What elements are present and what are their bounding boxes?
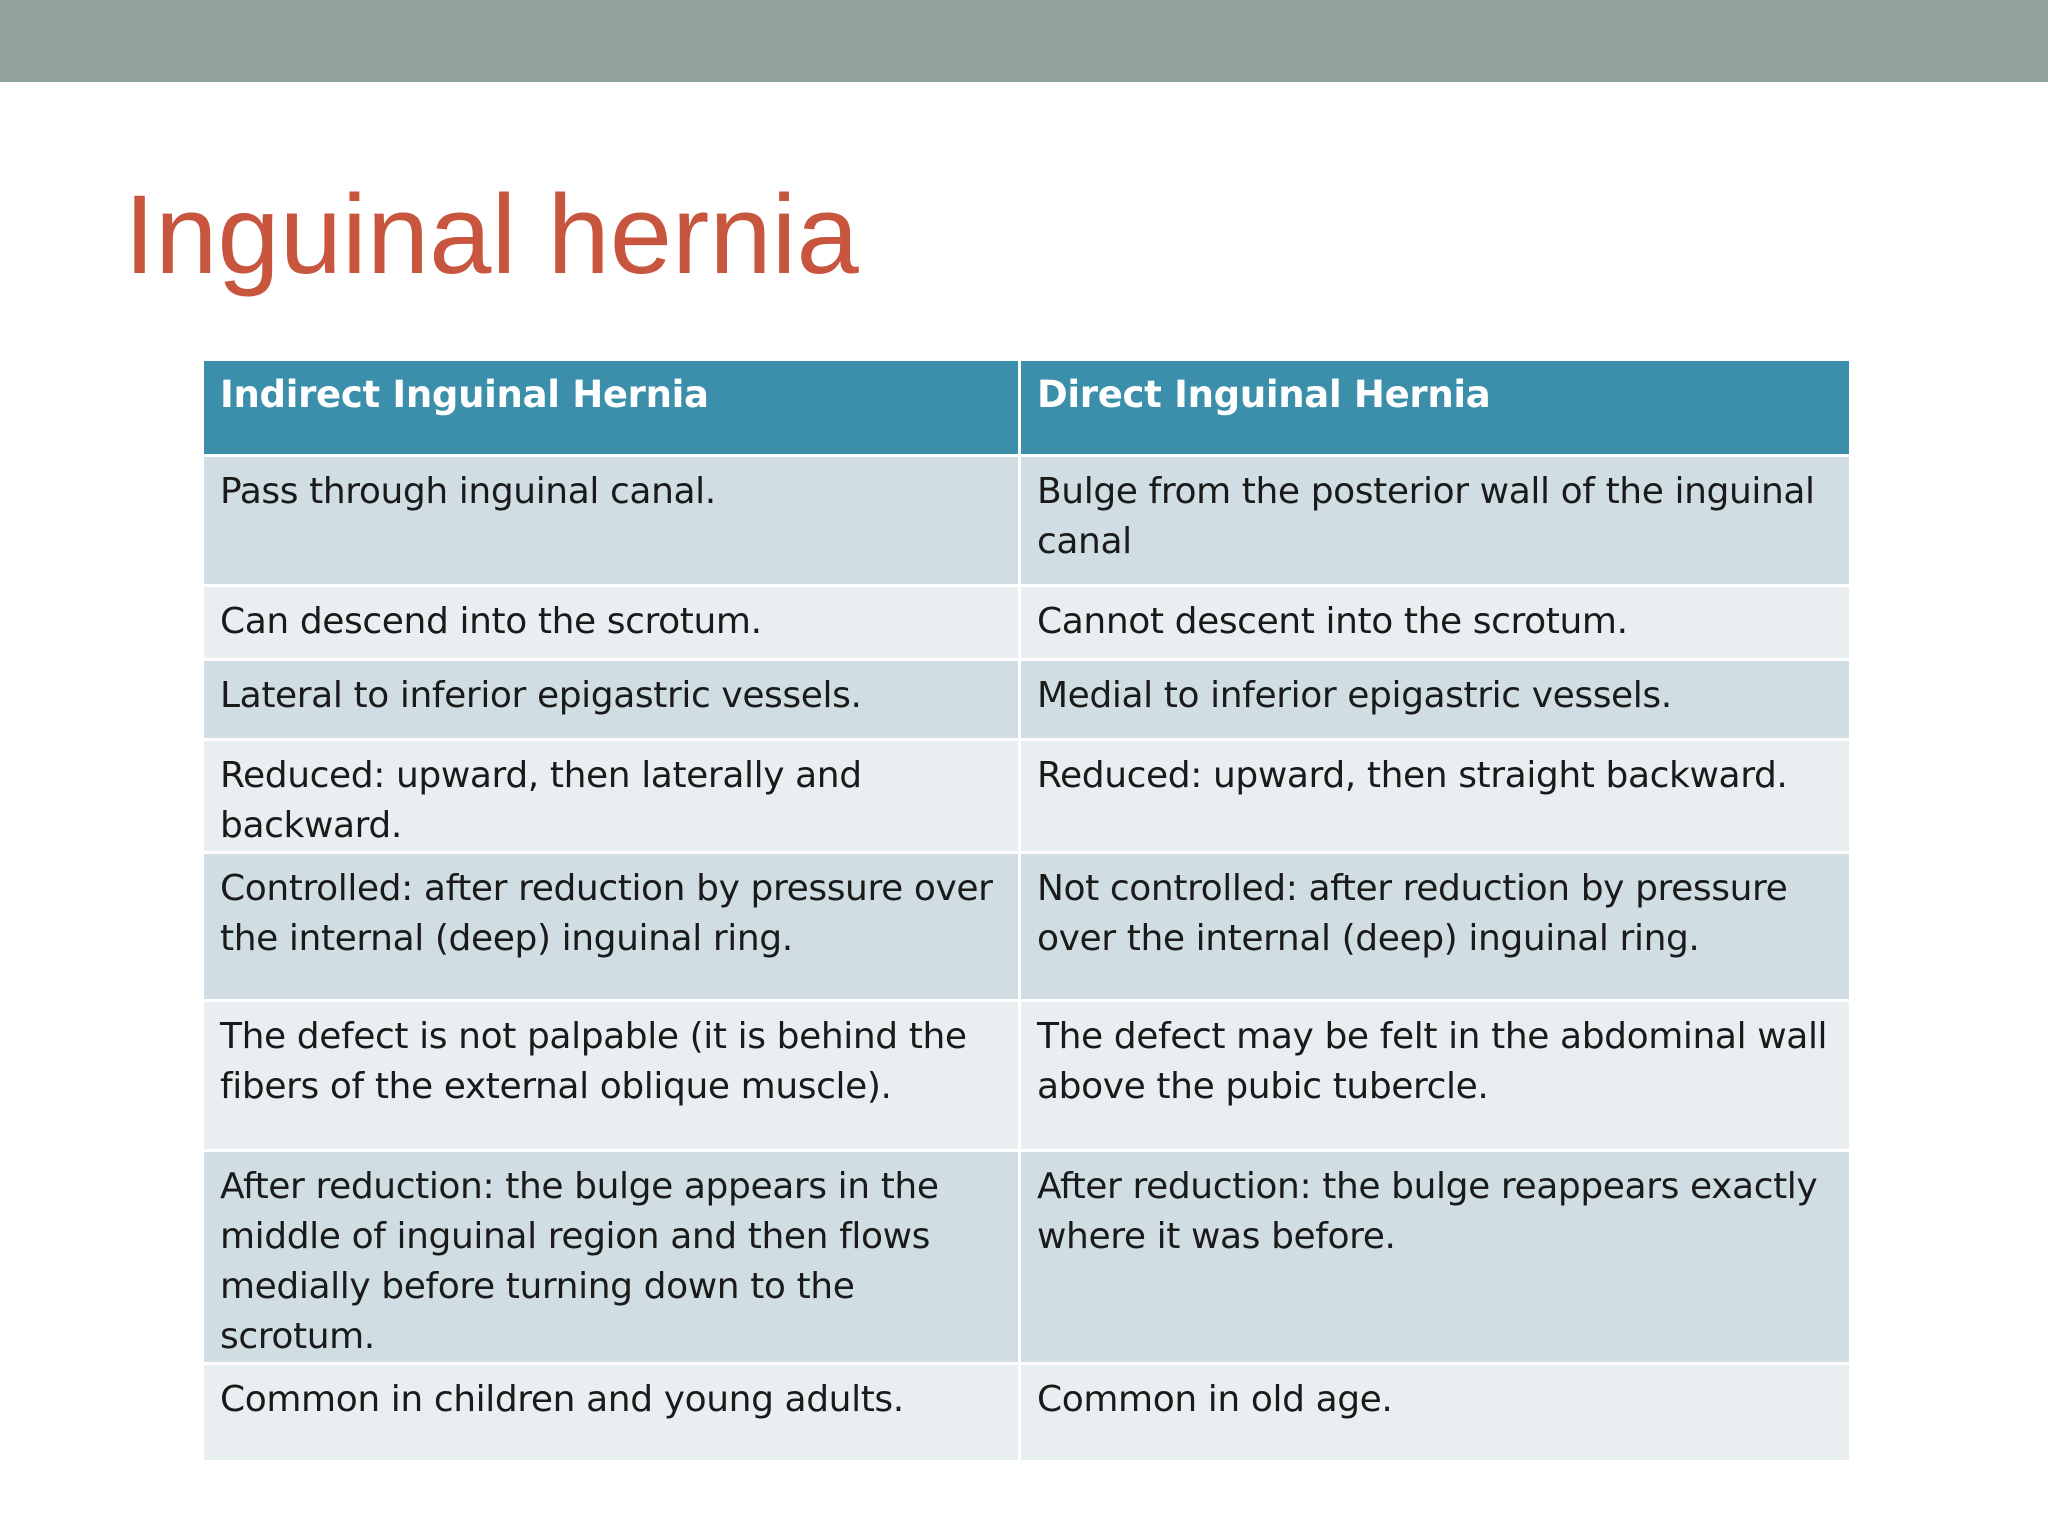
indirect-cell: Controlled: after reduction by pressure over the internal (deep) inguinal ring. [203, 853, 1020, 1001]
table-header-row [203, 360, 1851, 456]
direct-cell: Reduced: upward, then straight backward. [1020, 740, 1851, 853]
header-direct: Direct Inguinal Hernia [1020, 360, 1851, 456]
header-indirect: Indirect Inguinal Hernia [203, 360, 1020, 456]
top-accent-bar [0, 0, 2048, 82]
indirect-cell: After reduction: the bulge appears in the middle of inguinal region and then flows medially before turning down to the scrotum. [203, 1151, 1020, 1364]
indirect-cell: Common in children and young adults. [203, 1364, 1020, 1462]
table-row [203, 586, 1851, 660]
indirect-cell: The defect is not palpable (it is behind the fibers of the external oblique muscle). [203, 1001, 1020, 1151]
indirect-cell: Lateral to inferior epigastric vessels. [203, 660, 1020, 740]
direct-cell: After reduction: the bulge reappears exactly where it was before. [1020, 1151, 1851, 1364]
table-row [203, 1364, 1851, 1462]
indirect-cell: Reduced: upward, then laterally and backward. [203, 740, 1020, 853]
table-row [203, 1001, 1851, 1151]
direct-cell: Medial to inferior epigastric vessels. [1020, 660, 1851, 740]
indirect-cell: Can descend into the scrotum. [203, 586, 1020, 660]
table-row [203, 740, 1851, 853]
table-row [203, 1151, 1851, 1364]
table-row [203, 660, 1851, 740]
direct-cell: Common in old age. [1020, 1364, 1851, 1462]
direct-cell: Cannot descent into the scrotum. [1020, 586, 1851, 660]
slide-title: Inguinal hernia [124, 172, 859, 297]
direct-cell: The defect may be felt in the abdominal wall above the pubic tubercle. [1020, 1001, 1851, 1151]
table-row [203, 853, 1851, 1001]
direct-cell: Bulge from the posterior wall of the inguinal canal [1020, 456, 1851, 586]
comparison-table [201, 358, 1852, 1463]
indirect-cell: Pass through inguinal canal. [203, 456, 1020, 586]
direct-cell: Not controlled: after reduction by pressure over the internal (deep) inguinal ring. [1020, 853, 1851, 1001]
table-row [203, 456, 1851, 586]
